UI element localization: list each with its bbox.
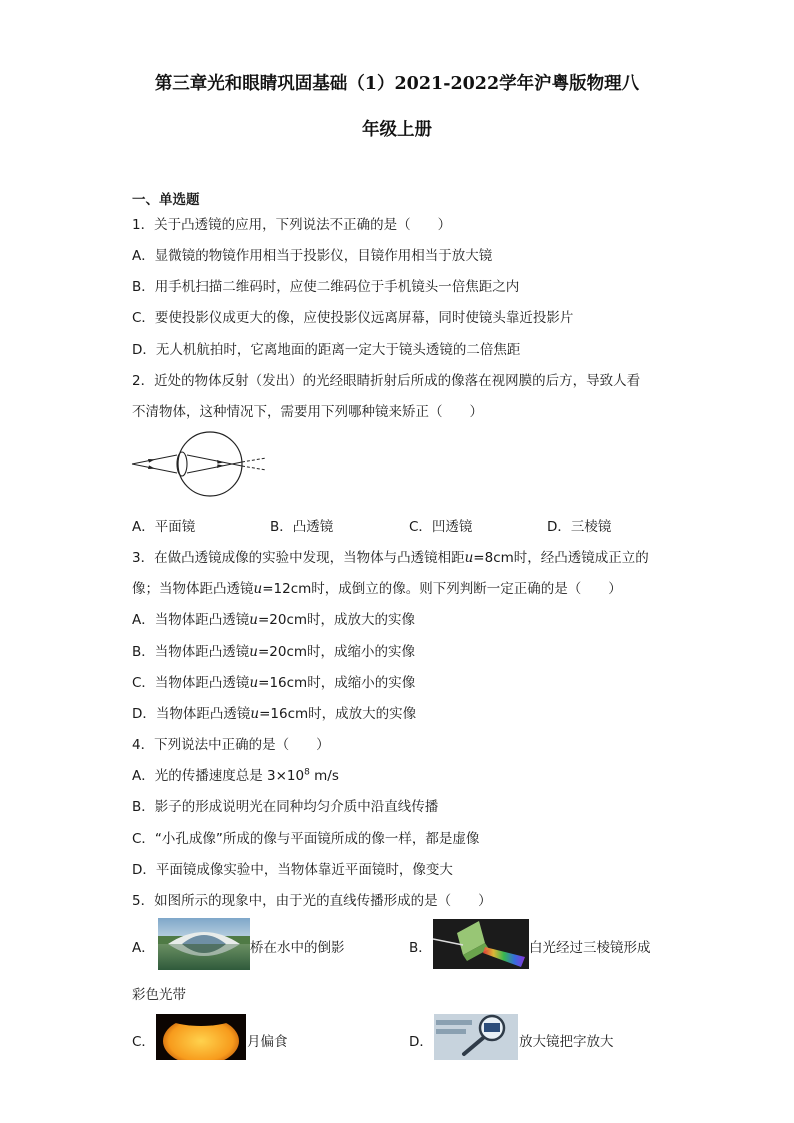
q1-option-a: A．显微镜的物镜作用相当于投影仪，目镜作用相当于放大镜 — [132, 248, 493, 264]
doc-title-line1: 第三章光和眼睛巩固基础（1）2021-2022学年沪粤版物理八 — [154, 74, 640, 94]
q4-option-c: C．“小孔成像”所成的像与平面镜所成的像一样，都是虚像 — [132, 831, 480, 847]
q3-c-text-b: =16cm时，成缩小的实像 — [258, 675, 416, 691]
q5-option-b-text-wrap: 彩色光带 — [132, 987, 186, 1003]
bridge-reflection-image — [158, 918, 250, 970]
q4-option-d: D．平面镜成像实验中，当物体靠近平面镜时，像变大 — [132, 862, 453, 878]
q3-var-u: u — [249, 675, 259, 691]
q3-option-b — [132, 640, 415, 660]
q3-option-a — [132, 608, 415, 628]
q4-stem: 4．下列说法中正确的是（ ） — [132, 737, 330, 753]
q4-option-a — [132, 764, 339, 784]
q5-option-d-text: 放大镜把字放大 — [519, 1034, 614, 1050]
q4-a-exponent: 8 — [304, 767, 310, 778]
partial-lunar-eclipse-image — [156, 1014, 246, 1060]
q3-stem1-text-b: =8cm时，经凸透镜成正立的 — [473, 550, 649, 566]
q3-d-text-a: D．当物体距凸透镜 — [132, 706, 251, 722]
q3-a-text-a: A．当物体距凸透镜 — [132, 612, 250, 628]
q3-c-text-a: C．当物体距凸透镜 — [132, 675, 250, 691]
q5-option-a-label: A． — [132, 940, 155, 956]
q2-option-b: B．凸透镜 — [270, 519, 334, 535]
eye-diagram — [128, 428, 273, 500]
q1-option-b: B．用手机扫描二维码时，应使二维码位于手机镜头一倍焦距之内 — [132, 279, 520, 295]
q3-b-text-a: B．当物体距凸透镜 — [132, 644, 250, 660]
q3-a-text-b: =20cm时，成放大的实像 — [257, 612, 416, 628]
q5-option-d-label: D． — [409, 1034, 433, 1050]
q1-stem: 1．关于凸透镜的应用，下列说法不正确的是（ ） — [132, 217, 452, 233]
q3-var-u: u — [464, 550, 474, 566]
q3-stem-line1 — [132, 546, 649, 566]
q3-stem1-text-a: 3．在做凸透镜成像的实验中发现，当物体与凸透镜相距 — [132, 550, 465, 566]
magnifier-image — [434, 1014, 518, 1060]
q5-option-c-text: 月偏食 — [247, 1034, 288, 1050]
q4-option-b: B．影子的形成说明光在同种均匀介质中沿直线传播 — [132, 799, 439, 815]
q5-stem: 5．如图所示的现象中，由于光的直线传播形成的是（ ） — [132, 893, 492, 909]
q5-option-c-label: C． — [132, 1034, 155, 1050]
q1-option-d: D．无人机航拍时，它离地面的距离一定大于镜头透镜的二倍焦距 — [132, 342, 521, 358]
q5-option-b-label: B． — [409, 940, 432, 956]
q2-option-c: C．凹透镜 — [409, 519, 473, 535]
q3-b-text-b: =20cm时，成缩小的实像 — [257, 644, 416, 660]
section-heading: 一、单选题 — [132, 192, 200, 208]
q2-stem-line1: 2．近处的物体反射（发出）的光经眼睛折射后所成的像落在视网膜的后方，导致人看 — [132, 373, 641, 389]
q3-option-d — [132, 702, 416, 722]
q5-option-b-text: 白光经过三棱镜形成 — [529, 940, 651, 956]
q3-stem2-text-b: =12cm时，成倒立的像。则下列判断一定正确的是（ ） — [262, 581, 622, 597]
q4-a-text-b: m/s — [309, 768, 339, 784]
q3-d-text-b: =16cm时，成放大的实像 — [259, 706, 417, 722]
prism-spectrum-image — [433, 919, 529, 969]
q3-var-u: u — [249, 644, 258, 660]
q3-var-u: u — [249, 612, 258, 628]
q3-stem2-text-a: 像；当物体距凸透镜 — [132, 581, 254, 597]
q3-var-u: u — [253, 581, 263, 597]
q4-a-text-a: A．光的传播速度总是 3×10 — [132, 768, 305, 784]
q2-stem-line2: 不清物体，这种情况下，需要用下列哪种镜来矫正（ ） — [132, 404, 483, 420]
doc-title-line2: 年级上册 — [362, 120, 432, 140]
q3-option-c — [132, 671, 415, 691]
q5-option-a-text: 桥在水中的倒影 — [250, 940, 345, 956]
q1-option-c: C．要使投影仪成更大的像，应使投影仪远离屏幕，同时使镜头靠近投影片 — [132, 310, 574, 326]
q3-var-u: u — [250, 706, 260, 722]
q3-stem-line2 — [132, 577, 622, 597]
q2-option-d: D．三棱镜 — [547, 519, 612, 535]
q2-option-a: A．平面镜 — [132, 519, 196, 535]
